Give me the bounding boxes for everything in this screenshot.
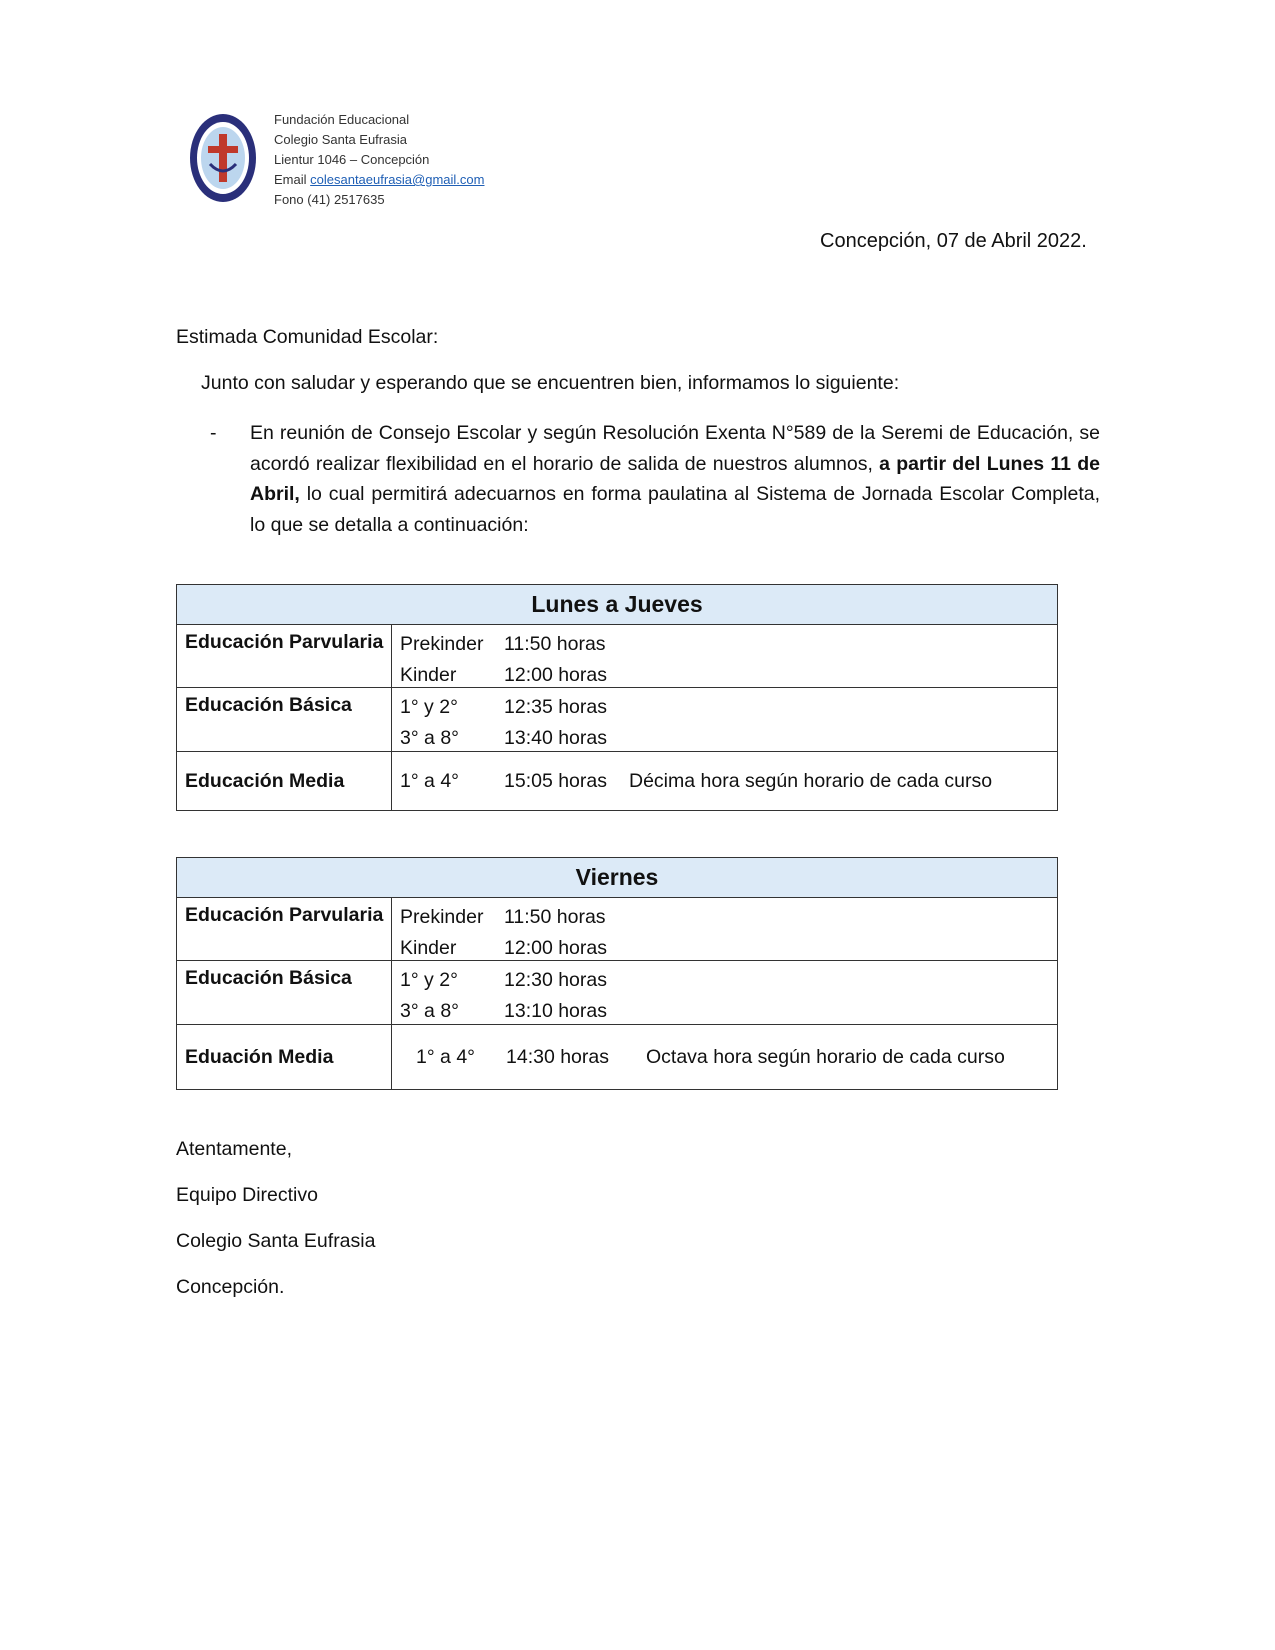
entries-cell	[392, 688, 1057, 751]
table-row	[177, 752, 1057, 810]
table-row	[177, 688, 1057, 752]
time: 11:50 horas	[504, 633, 606, 655]
note: Décima hora según horario de cada curso	[629, 769, 993, 792]
time: 12:00 horas	[504, 937, 607, 959]
schedule-table-friday	[176, 857, 1058, 1090]
level: 1° a 4°	[400, 769, 459, 792]
closing-line: Atentamente,	[176, 1138, 292, 1160]
intro-paragraph: Junto con saludar y esperando que se encuentren bien, informamos lo siguiente:	[201, 372, 900, 394]
entry	[400, 629, 1057, 660]
table-row	[177, 1025, 1057, 1089]
level: 1° y 2°	[400, 969, 458, 991]
entries-cell	[392, 898, 1057, 960]
letter-date: Concepción, 07 de Abril 2022.	[820, 230, 1087, 252]
time: 12:00 horas	[504, 664, 607, 686]
entry	[400, 723, 1057, 754]
time: 13:40 horas	[504, 727, 607, 749]
letterhead	[188, 110, 484, 210]
time: 13:10 horas	[504, 1000, 607, 1022]
closing-line: Colegio Santa Eufrasia	[176, 1230, 376, 1252]
table-row	[177, 961, 1057, 1025]
table-title: Lunes a Jueves	[177, 585, 1057, 625]
letterhead-line: Fundación Educacional	[274, 112, 410, 127]
level: Prekinder	[400, 633, 484, 655]
bullet-text-part: En reunión de Consejo Escolar y según Resolución Exenta N°589 de la Seremi de Educación, se acordó realizar flexibilidad en el horario de salida de nuestros alumnos,	[250, 422, 1100, 475]
letterhead-line: Colegio Santa Eufrasia	[274, 132, 407, 147]
category-cell: Educación Parvularia	[177, 898, 392, 960]
bullet-text-part: lo cual permitirá adecuarnos en forma paulatina al Sistema de Jornada Escolar Completa, lo que se detalla a continuación:	[250, 483, 1100, 536]
school-seal-logo	[188, 112, 258, 204]
closing-line: Equipo Directivo	[176, 1184, 318, 1206]
category-cell: Educación Media	[177, 752, 392, 810]
bullet-dash: -	[210, 422, 217, 444]
letterhead-email	[274, 170, 484, 190]
email-link[interactable]: colesantaeufrasia@gmail.com	[310, 172, 485, 187]
level: 1° a 4°	[416, 1045, 475, 1068]
entry	[400, 996, 1057, 1027]
letterhead-phone: Fono (41) 2517635	[274, 192, 385, 207]
bullet-text-bold: a partir del Lunes 11 de Abril,	[250, 452, 1100, 505]
table-row	[177, 625, 1057, 688]
entries-cell	[392, 961, 1057, 1024]
entries-cell	[392, 1025, 1057, 1089]
category-cell: Educación Básica	[177, 961, 392, 1024]
level: 3° a 8°	[400, 727, 459, 749]
category-cell: Eduación Media	[177, 1025, 392, 1089]
entry	[400, 766, 992, 797]
level: Prekinder	[400, 906, 484, 928]
category-cell: Educación Parvularia	[177, 625, 392, 687]
entry	[400, 902, 1057, 933]
schedule-table-weekdays	[176, 584, 1058, 811]
level: Kinder	[400, 664, 457, 686]
entry	[400, 692, 1057, 723]
level: 3° a 8°	[400, 1000, 459, 1022]
table-row	[177, 898, 1057, 961]
time: 12:35 horas	[504, 696, 607, 718]
time: 15:05 horas	[504, 769, 607, 792]
letterhead-text	[274, 110, 484, 210]
level: Kinder	[400, 937, 457, 959]
entries-cell	[392, 752, 1057, 810]
bullet-text	[250, 418, 1100, 540]
salutation: Estimada Comunidad Escolar:	[176, 326, 439, 348]
bullet-paragraph	[210, 418, 1100, 540]
time: 14:30 horas	[506, 1045, 609, 1068]
email-label: Email	[274, 172, 307, 187]
letterhead-line: Lientur 1046 – Concepción	[274, 152, 430, 167]
entry	[400, 965, 1057, 996]
table-title: Viernes	[177, 858, 1057, 898]
entries-cell	[392, 625, 1057, 687]
category-cell: Educación Básica	[177, 688, 392, 751]
time: 11:50 horas	[504, 906, 606, 928]
note: Octava hora según horario de cada curso	[646, 1045, 1005, 1068]
closing-line: Concepción.	[176, 1276, 285, 1298]
entry	[400, 933, 1057, 964]
entry	[416, 1042, 1005, 1073]
level: 1° y 2°	[400, 696, 458, 718]
entry	[400, 660, 1057, 691]
time: 12:30 horas	[504, 969, 607, 991]
